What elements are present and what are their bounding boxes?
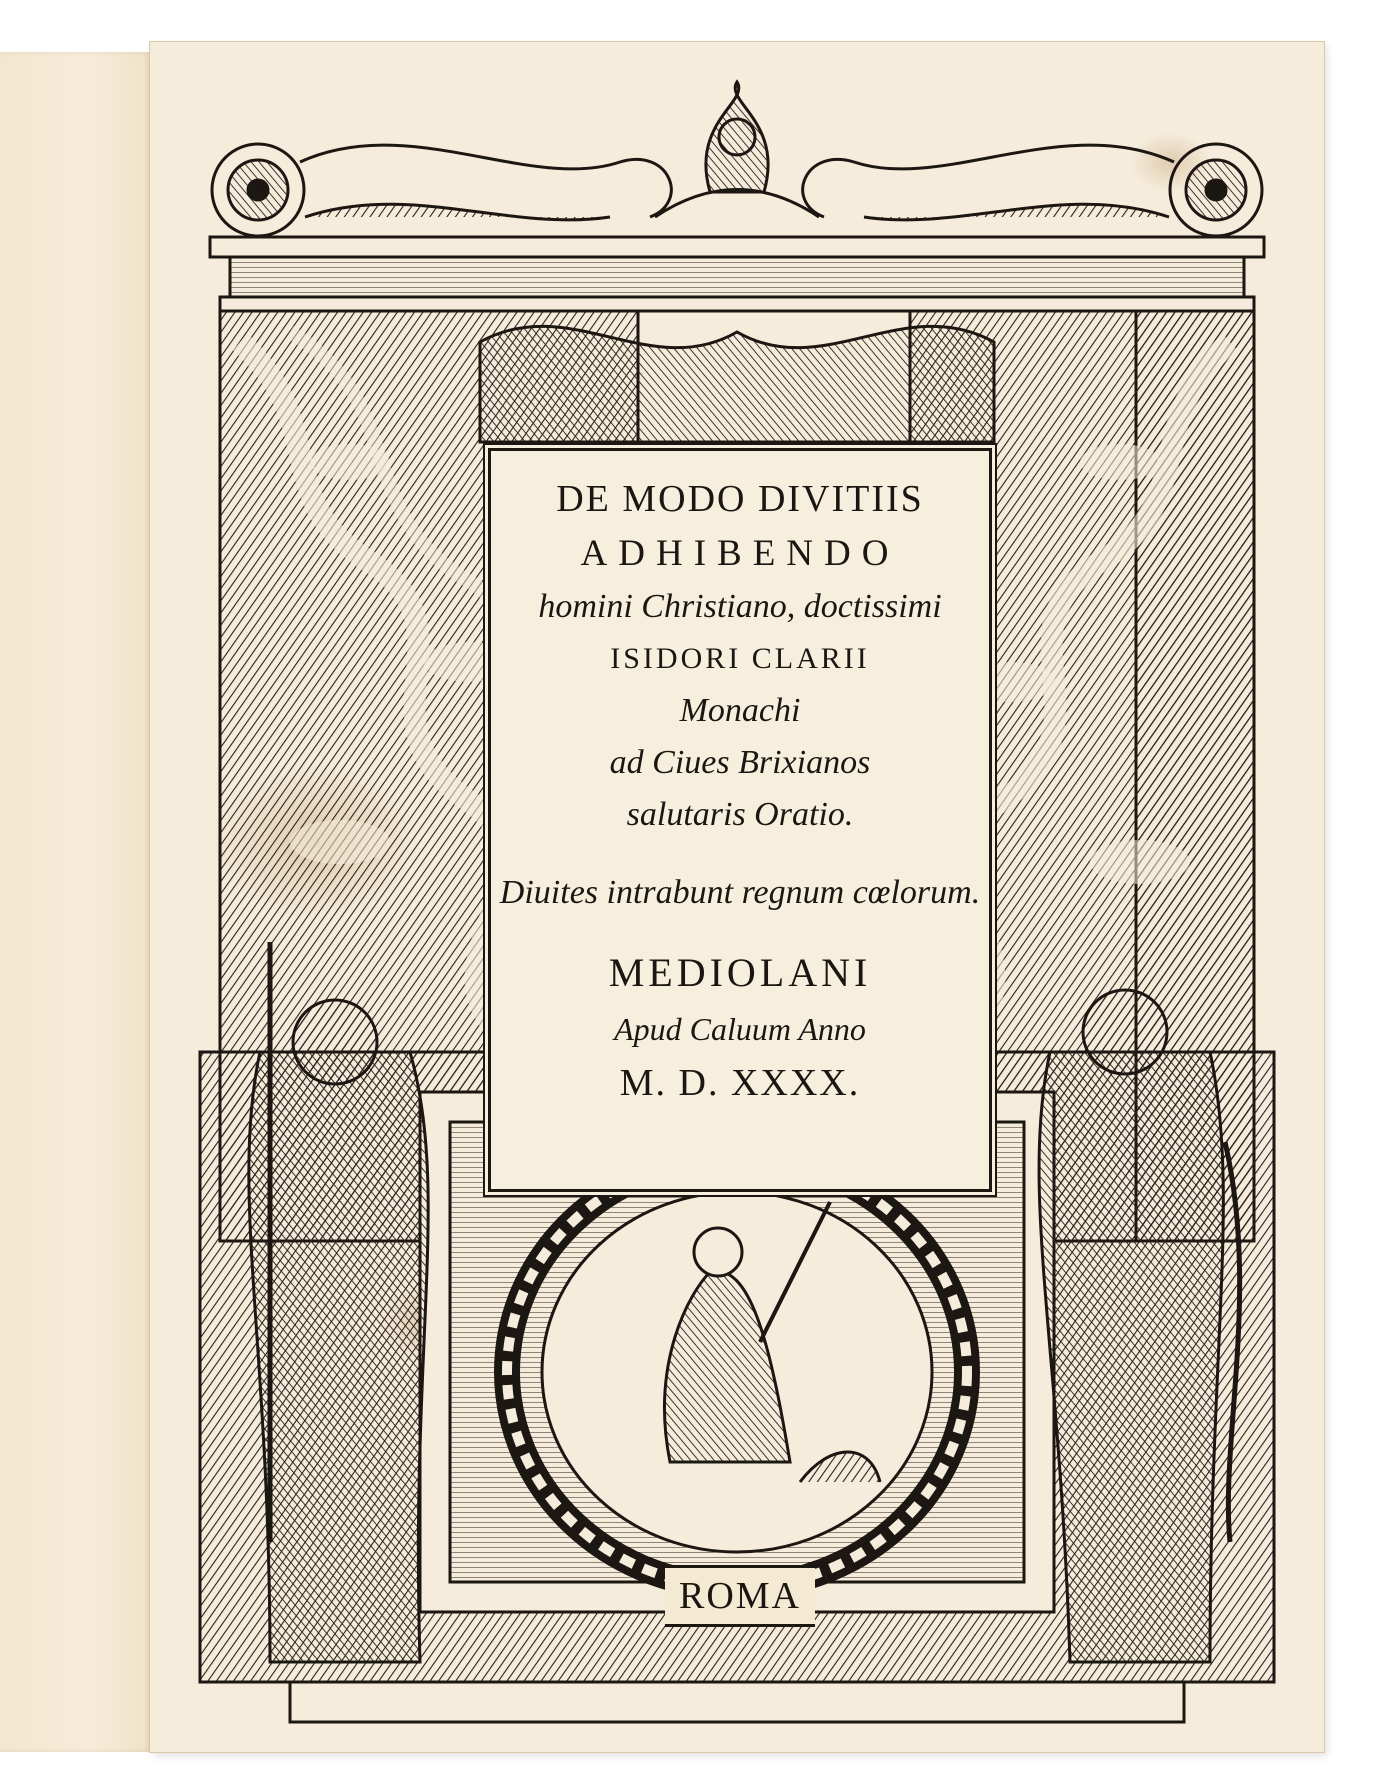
roma-banner: ROMA: [665, 1565, 815, 1627]
top-garland: [480, 326, 994, 442]
right-caryatid: [1039, 990, 1240, 1662]
title-line-7: salutaris Oratio.: [626, 796, 854, 833]
author-name: ISIDORI CLARII: [610, 642, 870, 675]
entablature: [210, 237, 1264, 257]
imprint-place: MEDIOLANI: [608, 950, 872, 995]
title-line-1: DE MODO DIVITIIS: [556, 478, 924, 520]
imprint-date: M. D. XXXX.: [619, 1062, 861, 1104]
title-line-3: homini Christiano, doctissimi: [538, 588, 942, 625]
title-line-2: ADHIBENDO: [580, 533, 900, 574]
motto: Diuites intrabunt regnum cœlorum.: [499, 874, 981, 911]
title-panel: [488, 448, 992, 1192]
imprint-printer: Apud Caluum Anno: [614, 1011, 866, 1047]
title-line-6: ad Ciues Brixianos: [609, 744, 871, 781]
facing-page: [0, 52, 152, 1752]
title-line-5: Monachi: [679, 692, 801, 729]
pediment: [212, 82, 1262, 236]
title-text: [491, 471, 989, 1111]
